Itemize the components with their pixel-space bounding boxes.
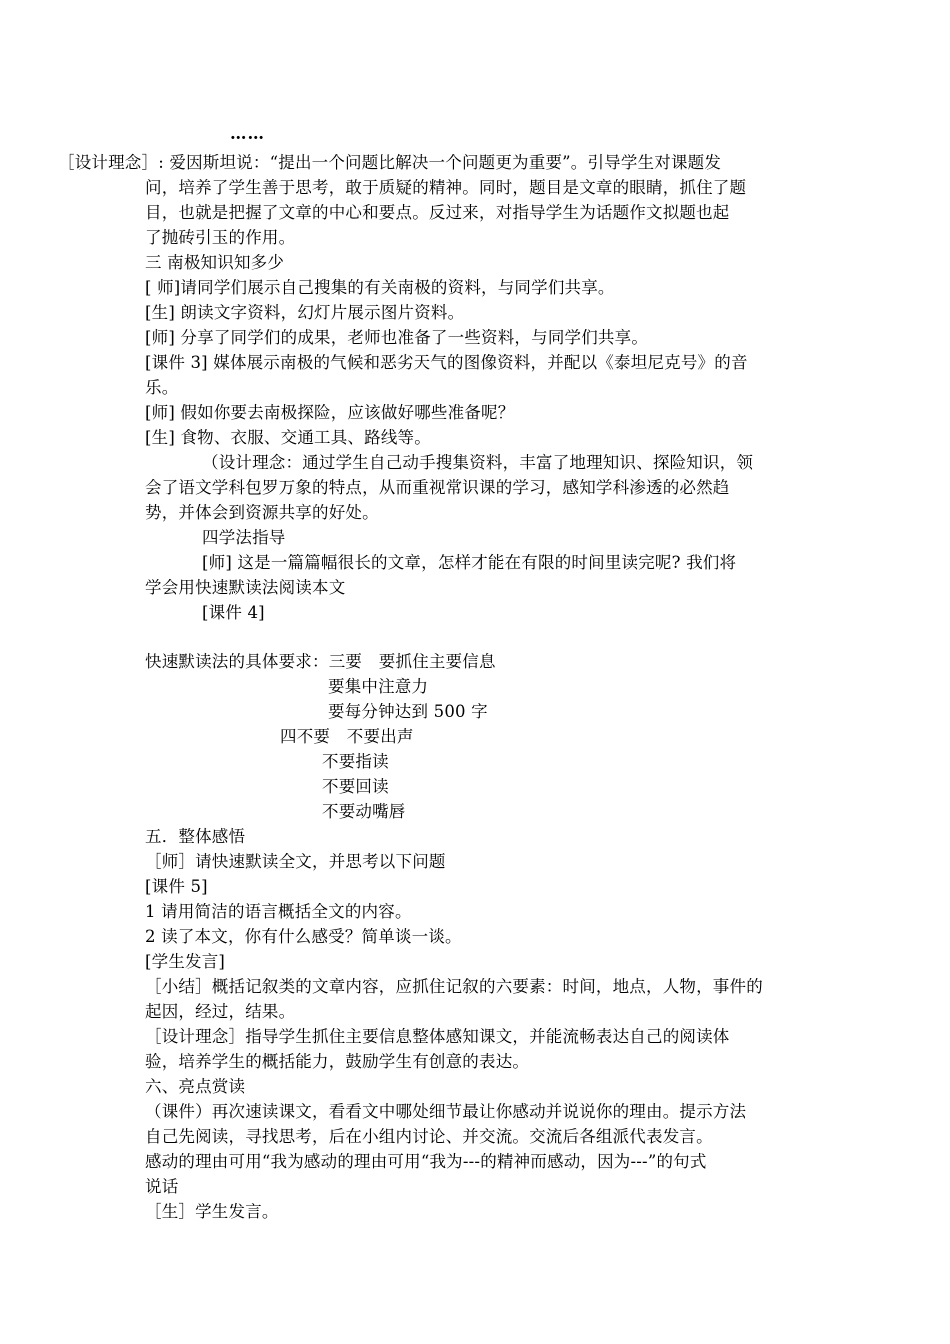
reading-requirements-line: 不要回读 — [322, 777, 389, 796]
summary-line-2: 起因，经过，结果。 — [145, 1002, 296, 1021]
section-heading-3: 三 南极知识知多少 — [145, 253, 285, 272]
design-concept-paragraph-line-4: 了抛砖引玉的作用。 — [145, 228, 296, 247]
text-line: [生] 朗读文字资料，幻灯片展示图片资料。 — [145, 303, 465, 322]
design-concept-note-line-2: 会了语文学科包罗万象的特点，从而重视常识课的学习，感知学科渗透的必然趋 — [145, 478, 730, 497]
text-line: [生] 食物、衣服、交通工具、路线等。 — [145, 428, 431, 447]
design-concept-paragraph-line-3: 目，也就是把握了文章的中心和要点。反过来，对指导学生为话题作文拟题也起 — [145, 203, 730, 222]
text-line: [师] 假如你要去南极探险，应该做好哪些准备呢？ — [145, 403, 515, 422]
text-line: [课件 5] — [145, 877, 208, 896]
text-line: 自己先阅读，寻找思考，后在小组内讨论、并交流。交流后各组派代表发言。 — [145, 1127, 713, 1146]
text-line: ［师］请快速默读全文，并思考以下问题 — [145, 852, 446, 871]
text-line: [课件 3] 媒体展示南极的气候和恶劣天气的图像资料，并配以《泰坦尼克号》的音 — [145, 353, 748, 372]
text-line: [课件 4] — [202, 603, 265, 622]
design-concept-paragraph-line-2: 问，培养了学生善于思考，敢于质疑的精神。同时，题目是文章的眼睛，抓住了题 — [145, 178, 747, 197]
design-concept-note-line-3: 势，并体会到资源共享的好处。 — [145, 503, 379, 522]
reading-requirements-line: 四不要 不要出声 — [280, 727, 414, 746]
design-concept-line-2: 验，培养学生的概括能力，鼓励学生有创意的表达。 — [145, 1052, 530, 1071]
text-line: 说话 — [145, 1177, 179, 1196]
section-heading-5: 五．整体感悟 — [145, 827, 246, 846]
text-line: 1 请用简洁的语言概括全文的内容。 — [145, 902, 412, 921]
design-concept-paragraph-line-1: ［设计理念］: 爱因斯坦说：“提出一个问题比解决一个问题更为重要”。引导学生对课题发 — [58, 153, 722, 172]
design-concept-note-line-1: （设计理念：通过学生自己动手搜集资料，丰富了地理知识、探险知识，领 — [202, 453, 754, 472]
design-concept-line-1: ［设计理念］指导学生抓住主要信息整体感知课文，并能流畅表达自己的阅读体 — [145, 1027, 730, 1046]
text-line: [师] 分享了同学们的成果，老师也准备了一些资料，与同学们共享。 — [145, 328, 649, 347]
reading-requirements-line: 不要动嘴唇 — [322, 802, 406, 821]
text-line: [师] 这是一篇篇幅很长的文章，怎样才能在有限的时间里读完呢? 我们将 — [202, 553, 737, 572]
text-line: 2 读了本文，你有什么感受？简单谈一谈。 — [145, 927, 462, 946]
summary-line-1: ［小结］概括记叙类的文章内容，应抓住记叙的六要素：时间，地点，人物，事件的 — [145, 977, 763, 996]
text-line: [学生发言] — [145, 952, 226, 971]
reading-requirements-line: 快速默读法的具体要求：三要 要抓住主要信息 — [145, 652, 496, 671]
text-line: 学会用快速默读法阅读本文 — [145, 578, 346, 597]
reading-requirements-line: 要集中注意力 — [328, 677, 429, 696]
reading-requirements-line: 要每分钟达到 500 字 — [328, 702, 488, 721]
text-line: （课件）再次速读课文，看看文中哪处细节最让你感动并说说你的理由。提示方法 — [145, 1102, 747, 1121]
text-line: 感动的理由可用“我为感动的理由可用“我为---的精神而感动，因为---”的句式 — [145, 1152, 707, 1171]
text-line: 乐。 — [145, 378, 179, 397]
ellipsis-line: …… — [230, 124, 265, 143]
text-line: [ 师]请同学们展示自己搜集的有关南极的资料，与同学们共享。 — [145, 278, 615, 297]
text-line: ［生］学生发言。 — [145, 1202, 279, 1221]
section-heading-6: 六、亮点赏读 — [145, 1077, 246, 1096]
reading-requirements-line: 不要指读 — [322, 752, 389, 771]
section-heading-4: 四学法指导 — [202, 528, 286, 547]
